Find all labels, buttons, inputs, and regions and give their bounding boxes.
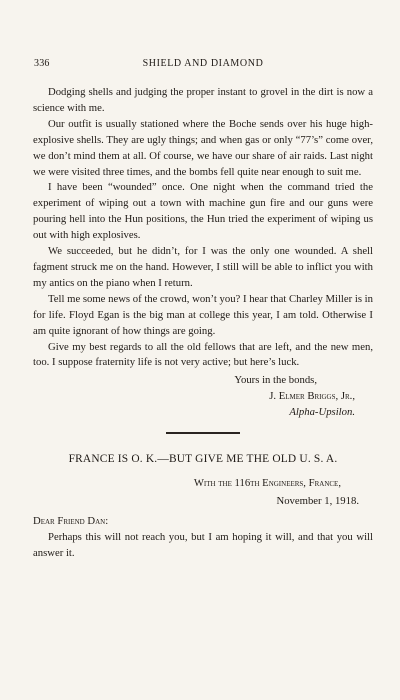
page-number: 336	[34, 58, 50, 69]
letter-paragraph: Give my best regards to all the old fellows that are left, and the new men, too. I suppose fraternity life is not very active; but here’s luck.	[33, 340, 373, 369]
letter-date: November 1, 1918.	[276, 494, 359, 507]
running-title: SHIELD AND DIAMOND	[142, 58, 264, 69]
section-divider	[166, 432, 240, 434]
letter-paragraph: Perhaps this will not reach you, but I am hoping it will, and that you will answer it.	[33, 530, 373, 559]
letter-closing	[33, 373, 373, 421]
letter-paragraph: Dodging shells and judging the proper instant to grovel in the dirt is now a science with me.	[33, 86, 373, 114]
closing-phrase: Yours in the bonds,	[234, 374, 317, 387]
letter-paragraph: Our outfit is usually stationed where the Boche sends over his huge high-explosive shells. They are ugly things; and when gas or only “77’s” come over, we don’t mind them at all. Of course, we have our share of air raids. Last night we were visited three times, and the bombs fell quite near enough to suit me.	[33, 117, 373, 178]
signer-chapter: Alpha-Upsilon.	[289, 406, 355, 419]
letter-place: With the 116th Engineers, France,	[193, 476, 341, 489]
letter-salutation: Dear Friend Dan:	[33, 514, 109, 527]
letter-paragraph: We succeeded, but he didn’t, for I was the only one wounded. A shell fagment struck me on the hand. However, I still will be able to inflict you with my antics on the piano when I return.	[33, 245, 373, 289]
page-body	[33, 85, 373, 562]
letter-paragraph: I have been “wounded” once. One night when the command tried the experiment of wiping out a town with machine gun fire and our guns were pouring hell into the Hun positions, the Hun tried the experiment of wiping us out with high explosives.	[33, 181, 373, 242]
section-heading: FRANCE IS O. K.—BUT GIVE ME THE OLD U. S. A.	[68, 453, 338, 466]
letter-body	[33, 85, 373, 371]
letter-paragraph: Tell me some news of the crowd, won’t you? I hear that Charley Miller is in for life. Floyd Egan is the big man at college this year, I am told. Otherwise I am quite ignorant of how things are going.	[33, 292, 373, 337]
page-header	[34, 58, 372, 72]
signer-name: J. Elmer Briggs, Jr.,	[269, 390, 355, 403]
